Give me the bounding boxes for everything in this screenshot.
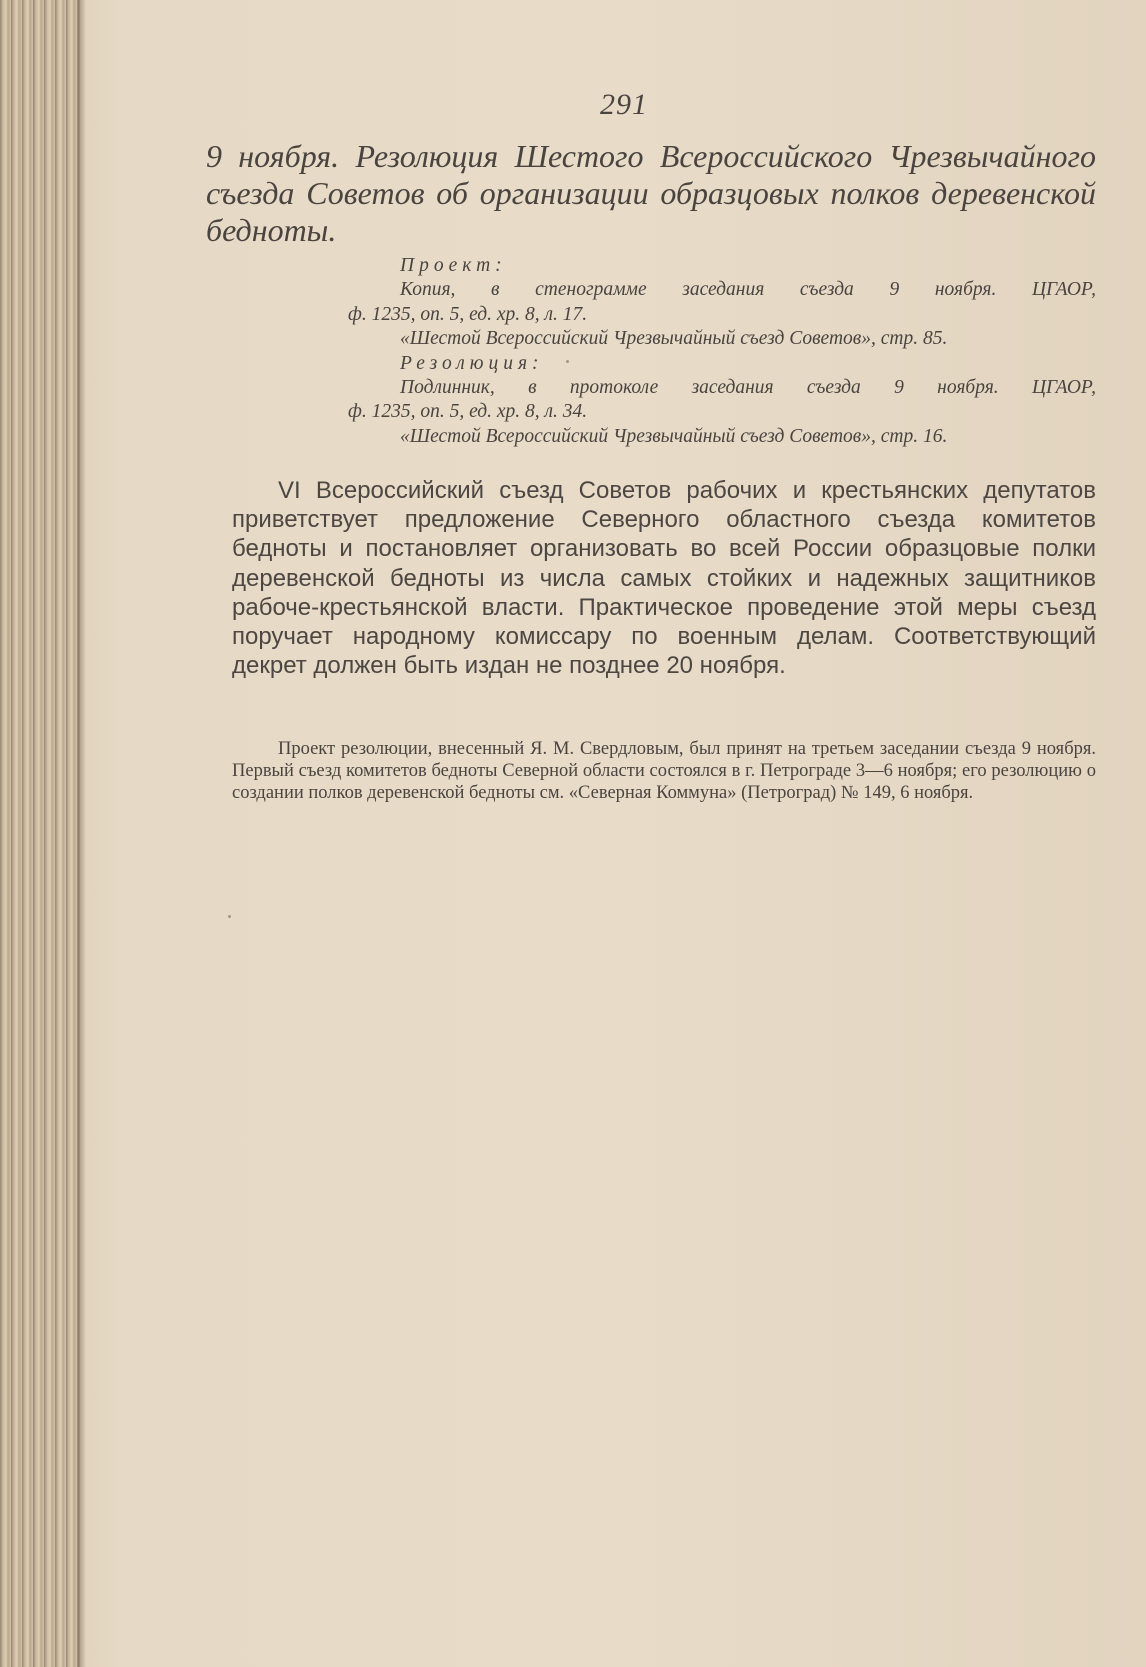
page-number: 291	[600, 88, 648, 121]
page-edges	[0, 0, 80, 1667]
resolution-source-line: Подлинник, в протоколе заседания съезда 9 ноября. ЦГАОР,	[400, 377, 1096, 399]
project-source-line: Копия, в стенограмме заседания съезда 9 ноября. ЦГАОР,	[400, 279, 1096, 301]
note-paragraph: Проект резолюции, внесенный Я. М. Свердловым, был принят на третьем заседании съезда 9 ноября. Первый съезд комитетов бедноты Северной области состоялся в г. Петрограде 3—6 ноября; его резолюцию о создании полков деревенской бедноты см. «Северная Коммуна» (Петроград) № 149, 6 ноября.	[232, 739, 1096, 803]
resolution-archive-ref: ф. 1235, оп. 5, ед. хр. 8, л. 34.	[348, 401, 588, 423]
editorial-note	[232, 738, 1096, 804]
resolution-label: Резолюция:	[400, 352, 544, 374]
project-label: Проект:	[400, 255, 507, 276]
source-references	[348, 254, 1096, 449]
paper-speck	[228, 915, 231, 918]
resolution-body	[232, 476, 1096, 680]
resolution-publication-ref: «Шестой Всероссийский Чрезвычайный съезд Советов», стр. 16.	[400, 425, 948, 447]
paper-speck	[566, 360, 569, 363]
project-publication-ref: «Шестой Всероссийский Чрезвычайный съезд Советов», стр. 85.	[400, 328, 948, 350]
project-archive-ref: ф. 1235, оп. 5, ед. хр. 8, л. 17.	[348, 303, 588, 325]
document-title: 9 ноября. Резолюция Шестого Всероссийского Чрезвычайного съезда Советов об организации образцовых полков деревенской бедноты.	[206, 138, 1096, 248]
body-paragraph: VI Всероссийский съезд Советов рабочих и крестьянских депутатов приветствует предложение Северного областного съезда комитетов бедноты и постановляет организовать во всей России образцовые полки деревенской бедноты из числа самых стойких и надежных защитников рабоче-крестьянской власти. Практическое проведение этой меры съезд поручает народному комиссару по военным делам. Соответствующий декрет должен быть издан не позднее 20 ноября.	[232, 477, 1096, 680]
